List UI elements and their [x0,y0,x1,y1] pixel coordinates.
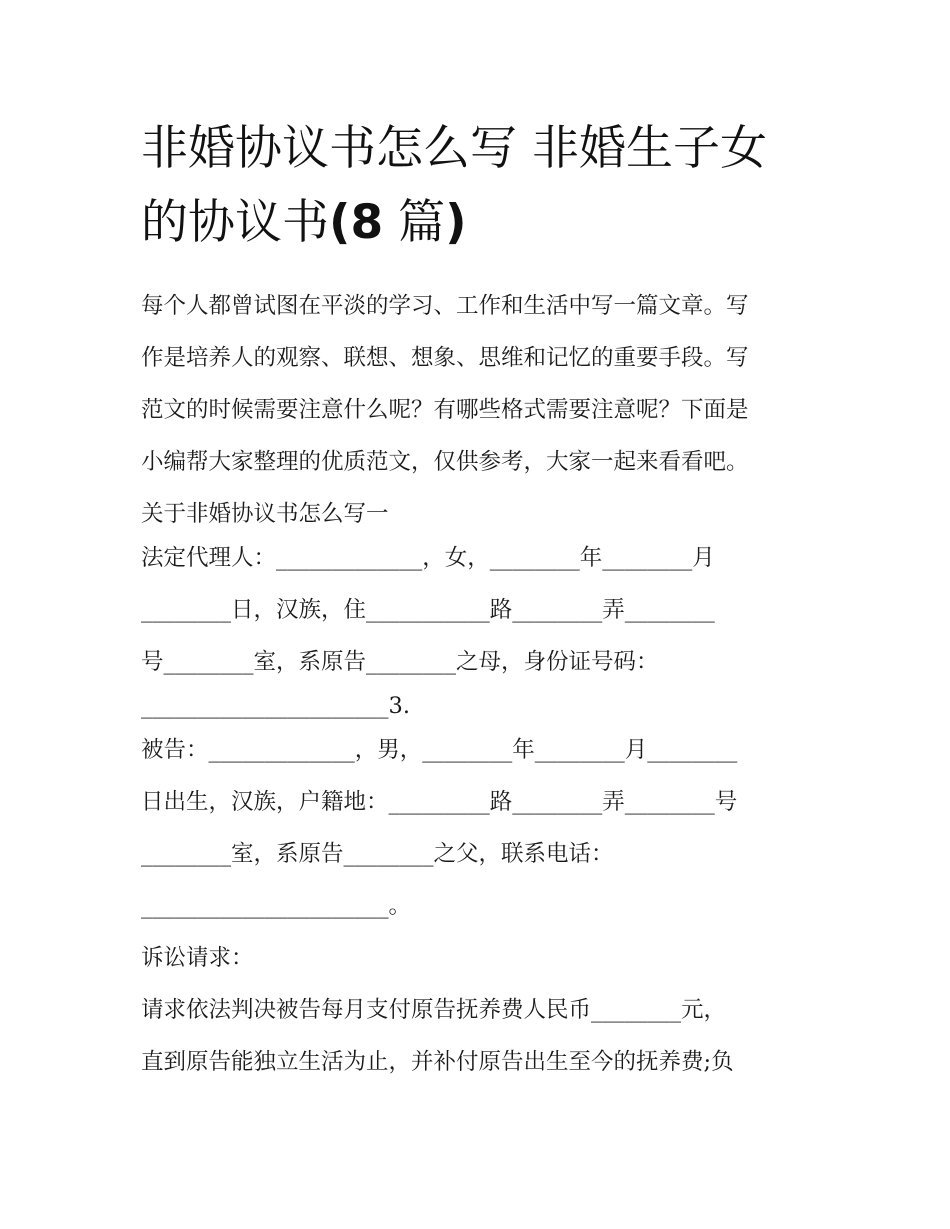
intro-line-4: 小编帮大家整理的优质范文，仅供参考，大家一起来看看吧。 [141,449,749,475]
title-line-2 [141,186,821,260]
claims-line-2: 直到原告能独立生活为止，并补付原告出生至今的抚养费;负 [141,1049,734,1075]
intro-line-2: 作是培养人的观察、联想、想象、思维和记忆的重要手段。写 [141,345,749,371]
title-line-2-unit: 篇 [383,195,446,250]
defendant-line-3: ________室，系原告________之父，联系电话： [141,841,614,867]
guardian-line-3: 号________室，系原告________之母，身份证号码： [141,649,659,675]
intro-line-3: 范文的时候需要注意什么呢？有哪些格式需要注意呢？下面是 [141,397,749,423]
title-line-2-count: (8 [329,195,384,250]
claims-heading: 诉讼请求： [141,945,254,971]
defendant-line-1: 被告：_____________，男，________年________月________ [141,737,738,763]
guardian-line-1: 法定代理人：_____________，女，________年________月 [141,545,715,571]
guardian-line-4: ______________________3. [141,693,410,719]
title-line-2-close: ) [445,195,467,250]
claims-line-1: 请求依法判决被告每月支付原告抚养费人民币________元， [141,997,727,1023]
defendant-line-2: 日出生，汉族，户籍地：_________路________弄________号 [141,789,738,815]
section-heading: 关于非婚协议书怎么写一 [141,501,389,527]
document-body [141,280,821,1088]
intro-line-1: 每个人都曾试图在平淡的学习、工作和生活中写一篇文章。写 [141,293,749,319]
title-line-1: 非婚协议书怎么写 非婚生子女 [141,121,767,176]
guardian-line-2: ________日，汉族，住___________路________弄________ [141,597,715,623]
defendant-line-4: ______________________。 [141,893,412,919]
document-title [141,112,821,260]
title-line-2-prefix: 的协议书 [141,195,329,250]
